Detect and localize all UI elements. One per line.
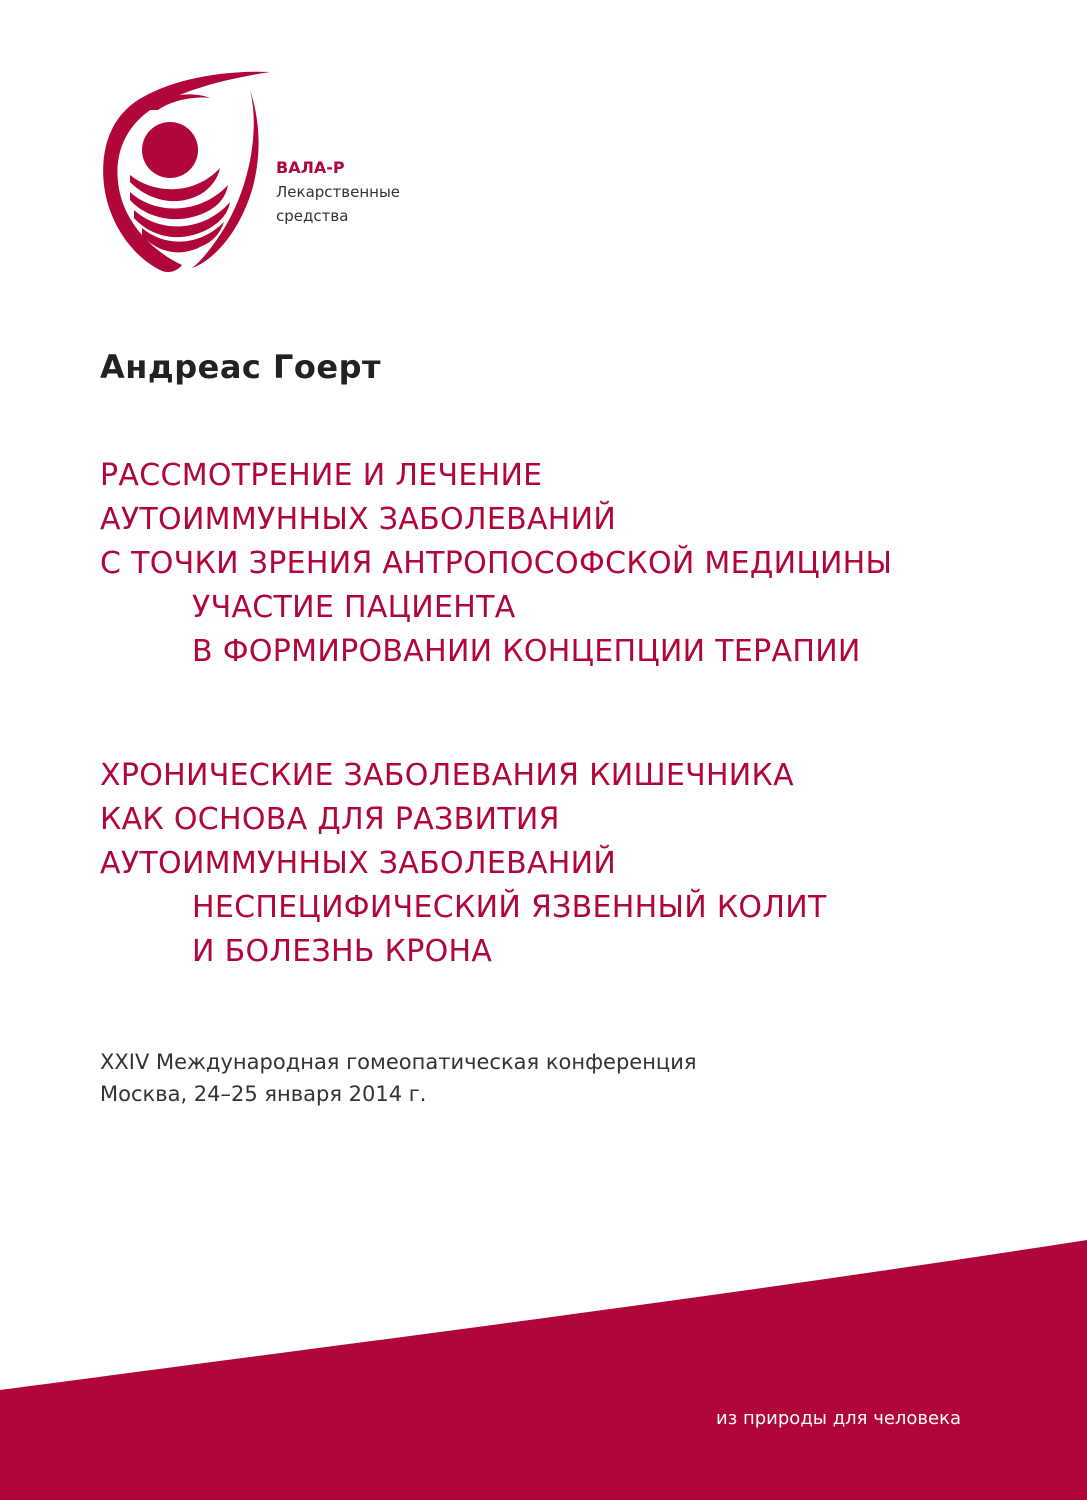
title-1-line-1: РАССМОТРЕНИЕ И ЛЕЧЕНИЕ [100, 458, 543, 493]
title-2-sub-line-2: И БОЛЕЗНЬ КРОНА [192, 934, 493, 969]
author-name: Андреас Гоерт [100, 348, 382, 386]
conference-info [100, 1046, 697, 1110]
title-2-line-2: КАК ОСНОВА ДЛЯ РАЗВИТИЯ [100, 802, 560, 837]
brand-block [276, 156, 400, 228]
title-1-sub-line-1: УЧАСТИЕ ПАЦИЕНТА [192, 590, 516, 625]
footer-wave [0, 1240, 1087, 1500]
title-1-line-3: С ТОЧКИ ЗРЕНИЯ АНТРОПОСОФСКОЙ МЕДИЦИНЫ [100, 546, 893, 581]
brand-line-2: средства [276, 207, 349, 225]
title-2-line-1: ХРОНИЧЕСКИЕ ЗАБОЛЕВАНИЯ КИШЕЧНИКА [100, 758, 794, 793]
title-2-line-3: АУТОИММУННЫХ ЗАБОЛЕВАНИЙ [100, 846, 617, 881]
conference-line-1: XXIV Международная гомеопатическая конференция [100, 1050, 697, 1074]
title-1-line-2: АУТОИММУННЫХ ЗАБОЛЕВАНИЙ [100, 502, 617, 537]
title-2-sub-line-1: НЕСПЕЦИФИЧЕСКИЙ ЯЗВЕННЫЙ КОЛИТ [192, 890, 827, 925]
title-block-2 [100, 754, 827, 974]
wala-logo-icon [100, 70, 275, 280]
title-1-sub-line-2: В ФОРМИРОВАНИИ КОНЦЕПЦИИ ТЕРАПИИ [192, 634, 861, 669]
tagline: из природы для человека [716, 1408, 962, 1429]
conference-line-2: Москва, 24–25 января 2014 г. [100, 1082, 427, 1106]
title-block-1 [100, 454, 892, 674]
brand-name: ВАЛА-Р [276, 158, 345, 177]
brand-line-1: Лекарственные [276, 183, 401, 201]
